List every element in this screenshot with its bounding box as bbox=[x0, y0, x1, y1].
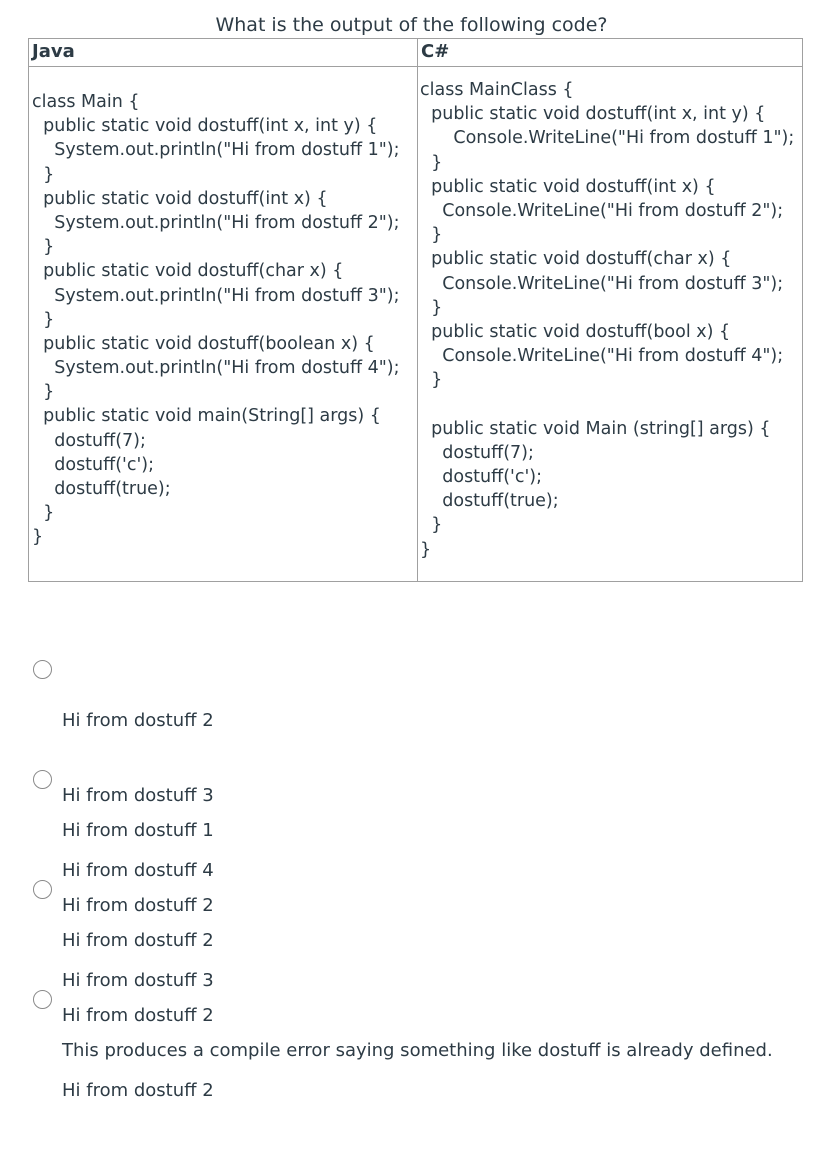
option-line: This produces a compile error saying something like dostuff is already defined. bbox=[62, 1040, 773, 1061]
code-line: dostuff(7); bbox=[32, 430, 146, 451]
code-line: System.out.println("Hi from dostuff 2"); bbox=[32, 212, 400, 233]
code-line: } bbox=[420, 539, 432, 560]
code-line: public static void main(String[] args) { bbox=[32, 406, 381, 427]
code-line: Console.WriteLine("Hi from dostuff 3"); bbox=[420, 273, 784, 294]
code-line: class Main { bbox=[32, 92, 140, 112]
code-line: class MainClass { bbox=[420, 80, 574, 100]
option-line: Hi from dostuff 3 bbox=[62, 785, 214, 806]
java-code-block bbox=[32, 90, 400, 550]
code-line: } bbox=[420, 297, 443, 318]
radio-button-icon[interactable] bbox=[33, 880, 52, 899]
code-line: } bbox=[32, 164, 55, 185]
option-line: Hi from dostuff 2 bbox=[62, 710, 214, 731]
option-line: Hi from dostuff 2 bbox=[62, 895, 214, 916]
code-line: public static void dostuff(int x, int y) { bbox=[32, 116, 378, 137]
code-line: public static void dostuff(int x) { bbox=[32, 188, 328, 209]
code-line: public static void dostuff(int x, int y) { bbox=[420, 104, 766, 125]
code-line: } bbox=[32, 527, 44, 548]
radio-button-icon[interactable] bbox=[33, 770, 52, 789]
code-line: public static void dostuff(int x) { bbox=[420, 176, 716, 197]
java-column-header: Java bbox=[32, 41, 75, 62]
code-line: dostuff(true); bbox=[32, 479, 171, 499]
option-line: Hi from dostuff 4 bbox=[62, 860, 214, 881]
code-line: System.out.println("Hi from dostuff 1"); bbox=[32, 140, 400, 161]
code-line bbox=[420, 392, 794, 416]
code-line: public static void Main (string[] args) { bbox=[420, 418, 771, 439]
csharp-column-header: C# bbox=[421, 41, 450, 62]
answer-option-label[interactable] bbox=[62, 988, 773, 1113]
option-line: Hi from dostuff 1 bbox=[62, 820, 214, 841]
code-line: } bbox=[420, 152, 443, 173]
code-line: System.out.println("Hi from dostuff 4"); bbox=[32, 358, 400, 379]
code-line: public static void dostuff(boolean x) { bbox=[32, 333, 375, 354]
code-line: } bbox=[420, 515, 443, 536]
code-line: System.out.println("Hi from dostuff 3"); bbox=[32, 285, 400, 306]
option-line: Hi from dostuff 3 bbox=[62, 970, 214, 991]
code-line: Console.WriteLine("Hi from dostuff 4"); bbox=[420, 346, 784, 367]
code-line: public static void dostuff(char x) { bbox=[420, 249, 732, 270]
option-line: Hi from dostuff 2 bbox=[62, 930, 214, 951]
code-comparison-table bbox=[28, 38, 803, 582]
code-line: dostuff('c'); bbox=[420, 467, 542, 487]
code-line: Console.WriteLine("Hi from dostuff 2"); bbox=[420, 200, 784, 221]
code-line: public static void dostuff(char x) { bbox=[32, 261, 344, 282]
csharp-code-block bbox=[420, 78, 794, 562]
header-divider bbox=[29, 66, 802, 67]
code-line: } bbox=[32, 237, 55, 258]
radio-button-icon[interactable] bbox=[33, 660, 52, 679]
code-line: Console.WriteLine("Hi from dostuff 1"); bbox=[420, 128, 795, 149]
radio-button-icon[interactable] bbox=[33, 990, 52, 1009]
code-line: dostuff(7); bbox=[420, 442, 534, 463]
code-line: } bbox=[32, 503, 55, 524]
option-line: Hi from dostuff 2 bbox=[62, 1005, 214, 1026]
answer-option-4[interactable] bbox=[33, 988, 773, 1113]
code-line: dostuff(true); bbox=[420, 491, 559, 512]
column-divider bbox=[417, 39, 418, 581]
question-title: What is the output of the following code? bbox=[215, 14, 608, 36]
code-line: dostuff('c'); bbox=[32, 454, 154, 475]
option-line: Hi from dostuff 2 bbox=[62, 1080, 214, 1101]
code-line: } bbox=[32, 309, 55, 330]
code-line: public static void dostuff(bool x) { bbox=[420, 321, 731, 342]
code-line: } bbox=[32, 382, 55, 403]
code-line: } bbox=[420, 225, 443, 246]
code-line: } bbox=[420, 370, 443, 391]
